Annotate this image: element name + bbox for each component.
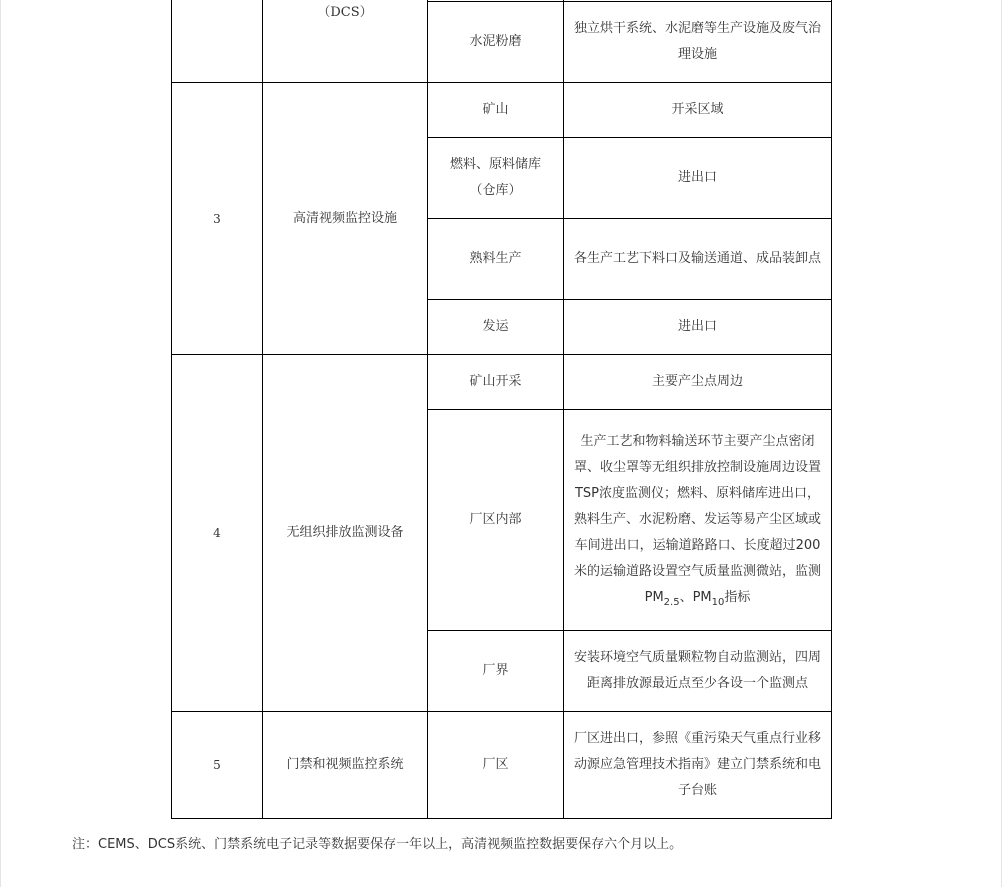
description-tail: 指标	[724, 590, 751, 605]
location-cell: 矿山开采	[428, 355, 564, 410]
location-cell: 水泥粉磨	[428, 2, 564, 83]
location-cell: 矿山	[428, 83, 564, 138]
location-cell: 厂界	[428, 631, 564, 712]
description-text: 生产工艺和物料输送环节主要产尘点密闭罩、收尘罩等无组织排放控制设施周边设置TSP浓度监测仪；燃料、原料储库进出口，熟料生产、水泥粉磨、发运等易产尘区域或车间进出口，运输道路路口、长度超过200米的运输道路设置空气质量监测微站，监测PM	[573, 434, 821, 605]
description-cell: 进出口	[564, 300, 832, 355]
description-cell: 各生产工艺下料口及输送通道、成品装卸点	[564, 219, 832, 300]
facility-name: 门禁和视频监控系统	[263, 712, 428, 819]
table-row	[172, 83, 832, 138]
row-number: 4	[172, 355, 263, 712]
row-number: 5	[172, 712, 263, 819]
description-cell: 主要产尘点周边	[564, 355, 832, 410]
location-cell: 厂区内部	[428, 410, 564, 631]
footnote: 注：CEMS、DCS系统、门禁系统电子记录等数据要保存一年以上，高清视频监控数据要保存六个月以上。	[72, 837, 683, 852]
location-cell: 发运	[428, 300, 564, 355]
location-cell: 燃料、原料储库（仓库）	[428, 138, 564, 219]
location-cell: 厂区	[428, 712, 564, 819]
facility-name: （DCS）	[263, 0, 428, 83]
description-separator: 、PM	[679, 590, 712, 605]
facility-name: 高清视频监控设施	[263, 83, 428, 355]
monitoring-table	[171, 0, 832, 819]
description-cell: 安装环境空气质量颗粒物自动监测站，四周距离排放源最近点至少各设一个监测点	[564, 631, 832, 712]
description-cell: 开采区域	[564, 83, 832, 138]
location-cell: 熟料生产	[428, 219, 564, 300]
row-number	[172, 0, 263, 83]
row-number: 3	[172, 83, 263, 355]
facility-name: 无组织排放监测设备	[263, 355, 428, 712]
description-cell: 厂区进出口，参照《重污染天气重点行业移动源应急管理技术指南》建立门禁系统和电子台账	[564, 712, 832, 819]
page-border-left	[0, 0, 1, 887]
pm10-subscript: 10	[711, 597, 725, 608]
description-cell	[564, 410, 832, 631]
pm25-subscript: 2.5	[663, 597, 680, 608]
description-cell: 独立烘干系统、水泥磨等生产设施及废气治理设施	[564, 2, 832, 83]
table-row	[172, 712, 832, 819]
table-row	[172, 355, 832, 410]
description-cell: 进出口	[564, 138, 832, 219]
